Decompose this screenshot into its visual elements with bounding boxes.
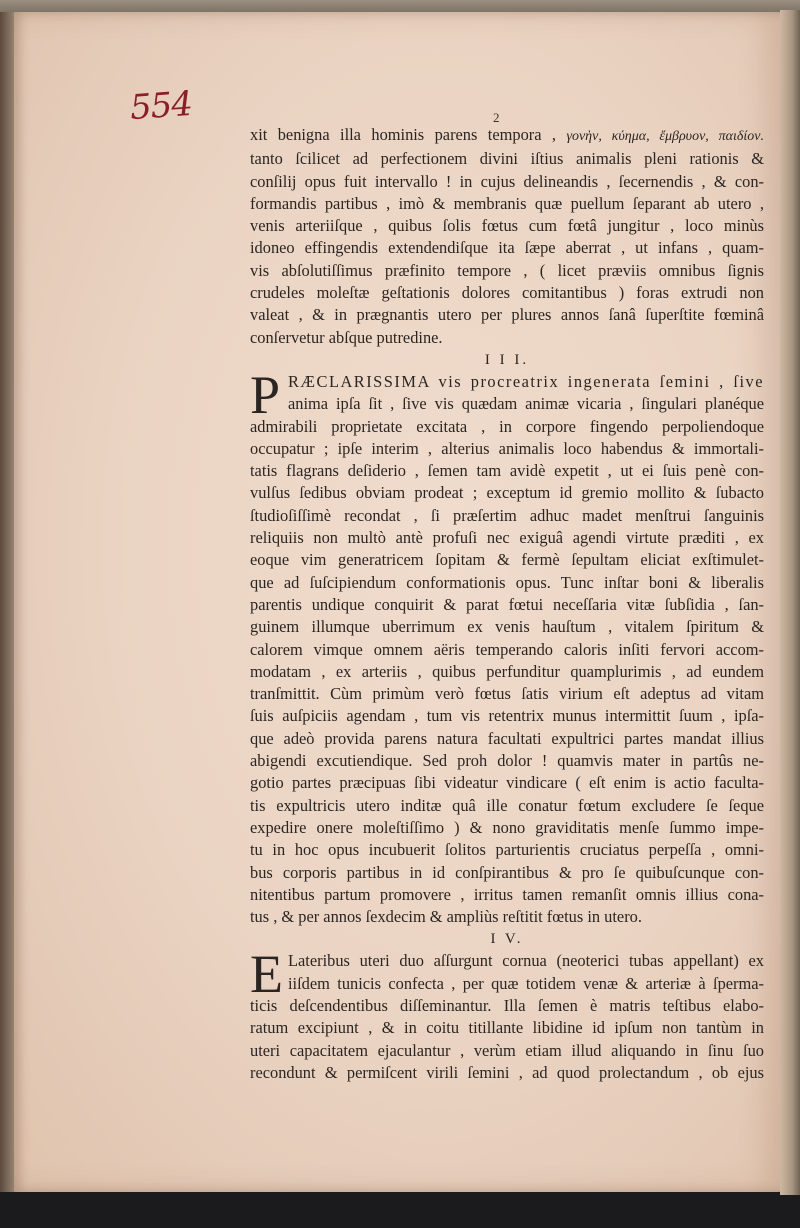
- signature-mark: 2: [493, 110, 500, 125]
- text-line: que adeò provida parens natura facultati expultrici partes mandat illius: [250, 728, 764, 748]
- section-heading-iii: I I I.: [484, 351, 530, 368]
- text-line: venis arteriiſque , quibus ſolis fœtus cum fœtâ jungitur , loco minùs: [250, 216, 764, 236]
- text-line: Lateribus uteri duo aſſurgunt cornua (neoterici tubas appellant) ex: [288, 951, 764, 971]
- page-fore-edge: [780, 10, 800, 1195]
- text-line: reliquiis non multò antè profuſi nec exiguâ agendi virtute præditi , ex: [250, 528, 764, 548]
- greek-terms: γονὴν, κύημα, ἔμβρυον, παιδίον.: [566, 129, 764, 144]
- text-line: calorem vimque omnem aëris temperando caloris inſiti fervori accom-: [250, 639, 764, 659]
- text-line: iiſdem tunicis confecta , per quæ totidem venæ & arteriæ à ſperma-: [288, 973, 764, 993]
- text-line: occupatur ; ipſe interim , alterius animalis loco habendus & immortali-: [250, 438, 764, 458]
- text-line: vulſus ſedibus obviam prodeat ; exceptum id gremio mollito & ſubacto: [250, 483, 764, 503]
- text-line: idoneo effingendis extendendiſque ita ſæpe aberrat , ut infans , quam-: [250, 238, 764, 258]
- text-line: parentis undique conquirit & parat fœtui neceſſaria vitæ ſubſidia , ſan-: [250, 594, 764, 614]
- text-line: tu in hoc opus incubuerit ſolitos parturientis cruciatus perpeſſa , omni-: [250, 840, 764, 860]
- section-heading-iv: I V.: [490, 931, 524, 948]
- text-line: ticis deſcendentibus diſſeminantur. Illa ſemen è matris teſtibus elabo-: [250, 995, 764, 1015]
- text-line: tanto ſcilicet ad perfectionem divini iſtius animalis pleni rationis &: [250, 149, 764, 169]
- text-line: uteri capacitatem ejaculantur , verùm etiam illud aliquando in ſinu ſuo: [250, 1040, 764, 1060]
- drop-cap: P: [250, 364, 281, 425]
- text-line: admirabili proprietate excitata , in corpore fingendo perpoliendoque: [250, 416, 764, 436]
- text-line: modatam , ex arteriis , quibus perfunditur quamplurimis , ad eundem: [250, 661, 764, 681]
- paragraph-iv: [250, 944, 764, 1084]
- text-line: tus , & per annos ſexdecim & ampliùs reſtitit fœtus in utero.: [250, 907, 642, 927]
- text-line: bus corporis partibus in id conſpirantibus & pro ſe quibuſcunque con-: [250, 862, 764, 882]
- text-line: vis abſolutiſſimus præfinito tempore , ( licet præviis omnibus ſignis: [250, 260, 764, 280]
- drop-cap: E: [250, 944, 283, 1005]
- text-line: nitentibus partum promovere , irritus tamen remanſit omnis illius cona-: [250, 884, 764, 904]
- text-line: crudeles moleſtæ geſtationis dolores comitantibus ) foras extrudi non: [250, 283, 764, 303]
- body-text: [250, 124, 764, 1084]
- text-line: tis expultricis utero inditæ quâ ille conatur fœtum excludere ſe ſeque: [250, 795, 764, 815]
- text-line: ſuis auſpiciis agendam , tum vis retentrix munus intermittit ſuum , ipſa-: [250, 706, 764, 726]
- text-line: ſtudioſiſſimè recondat , ſi præſertim adhuc madet menſtrui ſanguinis: [250, 505, 764, 525]
- text-line: tatis flagrans deſiderio , ſemen tam avidè expetit , ut ei ſuis penè con-: [250, 461, 764, 481]
- text-line: conſilij opus fuit intervallo ! in cujus delineandis , ſecernendis , & con-: [250, 171, 764, 191]
- text-line: gotio partes præcipuas ſibi videatur vindicare ( eſt enim is actio faculta-: [250, 773, 764, 793]
- paragraph-1: [250, 124, 764, 349]
- text-line: RÆCLARISSIMA vis procreatrix ingenerata ſemini , ſive: [288, 371, 764, 391]
- text-line: xit benigna illa hominis parens tempora , γονὴν, κύημα, ἔμβρυον, παιδίον.: [250, 125, 764, 144]
- text-line: valeat , & in prægnantis utero per plures annos ſanâ ſuperſtite fœminâ: [250, 305, 764, 325]
- text-line: expedire onere moleſtiſſimo ) & nono graviditatis menſe ſummo impe-: [250, 817, 764, 837]
- text-line: que ad ſuſcipiendum conformationis opus. Tunc inſtar boni & liberalis: [250, 572, 764, 592]
- text-line: guinem illumque uberrimum ex venis hauſtum , vitalem ſpiritum &: [250, 617, 764, 637]
- text-line: formandis partibus , imò & membranis quæ puellum ſeparant ab utero ,: [250, 193, 764, 213]
- text-line: ratum excipiunt , & in coitu titillante libidine id ipſum non tantùm in: [250, 1018, 764, 1038]
- text-line: anima ipſa ſit , ſive vis quædam animæ vicaria , ſingulari planéque: [288, 394, 764, 414]
- paragraph-iii: [250, 364, 764, 928]
- page-number: 554: [128, 83, 194, 129]
- text-line: conſervetur abſque putredine.: [250, 327, 443, 347]
- text-line: abigendi excutiendique. Sed proh dolor ! quamvis mater in partûs ne-: [250, 751, 764, 771]
- text-line: eoque vim generatricem ſopitam & fermè ſepultam eliciat exſtimulet-: [250, 550, 764, 570]
- text-line: recondunt & permiſcent virili ſemini , ad quod prolectandum , ob ejus: [250, 1062, 764, 1082]
- text-line: tranſmittit. Cùm primùm verò fœtus ſatis virium eſt adeptus ad vitam: [250, 684, 764, 704]
